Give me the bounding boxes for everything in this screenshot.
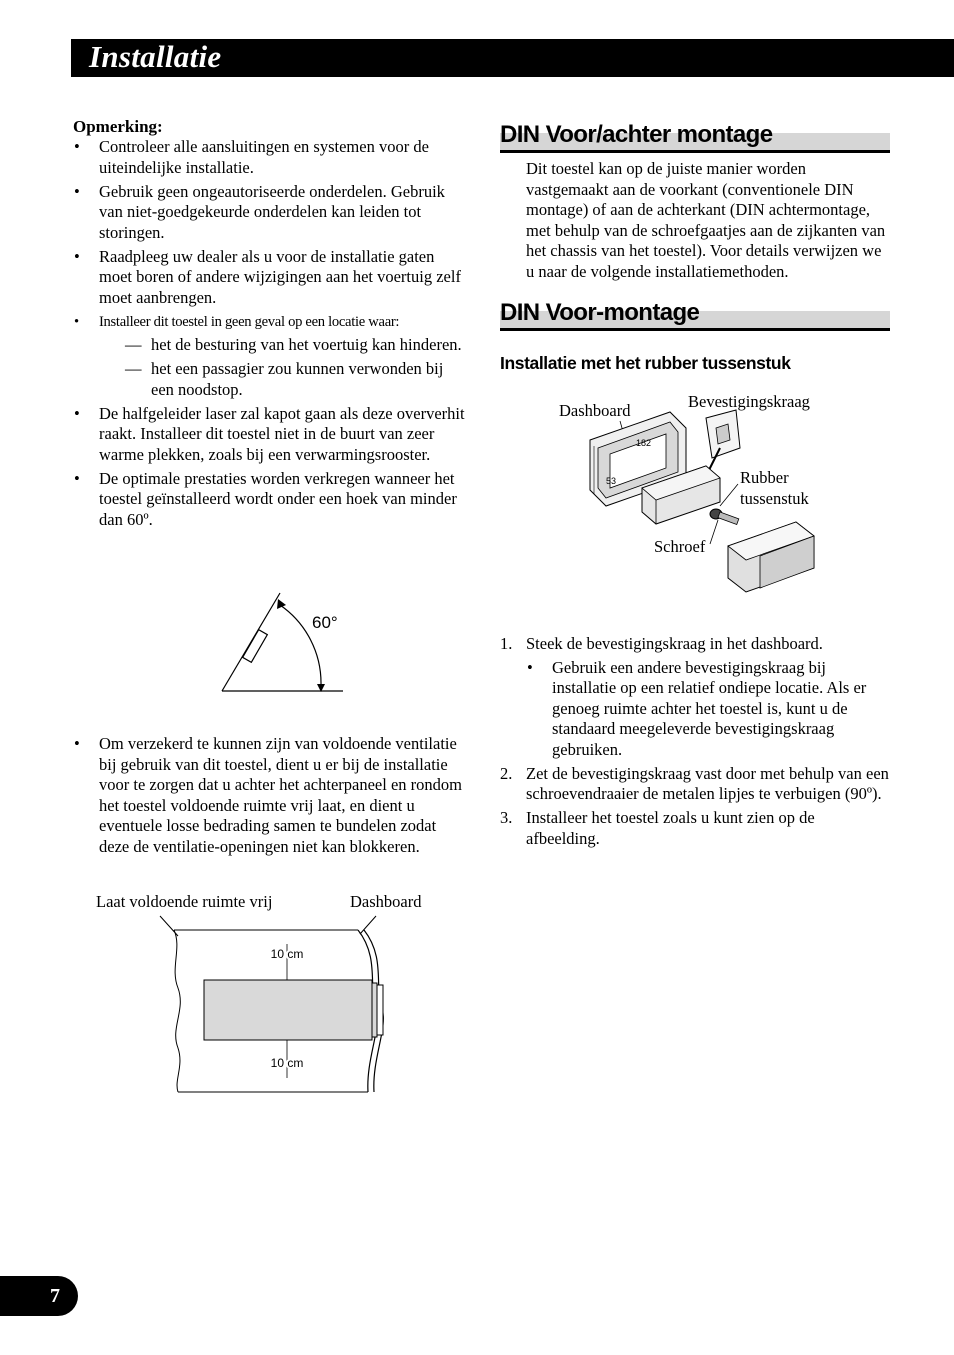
step-text: Zet de bevestigingskraag vast door met behulp van een schroevendraaier de metalen lipjes te verbuigen (90º).	[526, 763, 889, 803]
step-number: 2.	[500, 763, 513, 783]
section-title: DIN Voor-montage	[500, 299, 700, 326]
angle-label: 60°	[312, 613, 338, 632]
list-item: • De optimale prestaties worden verkregen wanneer het toestel geïnstalleerd wordt onder een hoek van minder dan 60º.	[73, 469, 465, 531]
ventilation-drawing	[90, 888, 450, 1098]
ventilation-note	[73, 734, 465, 861]
space-label: Laat voldoende ruimte vrij	[96, 892, 273, 911]
header-bar	[71, 39, 954, 77]
page-number-tab	[0, 1276, 78, 1316]
list-item: • De halfgeleider laser zal kapot gaan als deze oververhit raakt. Installeer dit toestel niet in de buurt van zeer warme plekken, zoals bij een verwarmingsrooster.	[73, 404, 465, 466]
top-gap-label: 10 cm	[270, 947, 304, 961]
collar-label: Bevestigingskraag	[688, 392, 810, 411]
section-paragraph: Dit toestel kan op de juiste manier worden vastgemaakt aan de voorkant (conventionele DIN montage) of aan de achterkant (DIN achtermontage, met behulp van de schroefgaatjes aan de zijkanten van het chassis van het toestel). Voor details verwijzen we u naar de volgende installatiemethoden.	[526, 159, 886, 281]
right-column	[500, 112, 890, 374]
dash-list	[99, 335, 465, 400]
section-heading-din-front-rear	[500, 112, 890, 153]
step-item	[500, 764, 890, 805]
subsection-heading: Installatie met het rubber tussenstuk	[500, 353, 791, 373]
step-item	[500, 634, 890, 760]
page-number: 7	[50, 1285, 60, 1307]
list-item	[73, 312, 465, 401]
list-item-text: Installeer dit toestel in geen geval op een locatie waar:	[99, 313, 400, 330]
installation-diagram	[550, 388, 850, 598]
step-sub-list	[526, 658, 890, 761]
left-column	[73, 117, 465, 534]
dashboard-label: Dashboard	[350, 892, 422, 911]
list-item: • Controleer alle aansluitingen en systemen voor de uiteindelijke installatie.	[73, 137, 465, 178]
bottom-gap-label: 10 cm	[270, 1056, 304, 1070]
step-number: 1.	[500, 634, 513, 653]
note-heading: Opmerking:	[73, 117, 163, 136]
step-text: Installeer het toestel zoals u kunt zien op de afbeelding.	[526, 808, 815, 848]
installation-drawing	[550, 388, 850, 598]
arc-arrowtail	[277, 599, 286, 609]
dimension-182: 182	[636, 438, 652, 448]
dash-item: — het de besturing van het voertuig kan hinderen.	[99, 335, 465, 356]
device-body	[204, 980, 372, 1040]
section-title: DIN Voor/achter montage	[500, 121, 773, 148]
step-item	[500, 808, 890, 849]
step-number: 3.	[500, 808, 513, 827]
rubber-label-line2: tussenstuk	[740, 489, 809, 508]
rubber-label-line1: Rubber	[740, 468, 789, 487]
list-item: • Raadpleeg uw dealer als u voor de installatie gaten moet boren of andere wijzigingen aan het voertuig zelf moet aanbrengen.	[73, 247, 465, 309]
angle-diagram	[210, 585, 360, 705]
ventilation-diagram	[90, 888, 450, 1098]
list-item: • Gebruik een andere bevestigingskraag bij installatie op een relatief ondiepe locatie. Als er genoeg ruimte achter het toestel is, kunt u de standaard meegeleverde bevestigingskraag gebruiken.	[526, 658, 890, 761]
ventilation-list	[73, 734, 465, 857]
step-text: Steek de bevestigingskraag in het dashboard.	[526, 634, 823, 653]
dimension-53: 53	[606, 476, 617, 486]
section-heading-din-front	[500, 290, 890, 331]
screw-label: Schroef	[654, 537, 706, 556]
page-title: Installatie	[89, 39, 222, 74]
list-item: • Om verzekerd te kunnen zijn van voldoende ventilatie bij gebruik van dit toestel, dient u er bij de installatie voor te zorgen dat u achter het achterpaneel en rondom het toestel voldoende ruimte vrij laat, en dient u eventuele losse bedrading samen te bundelen zodat deze de ventilatie-openingen niet kan blokkeren.	[73, 734, 465, 857]
note-list	[73, 137, 465, 530]
dash-item: — het een passagier zou kunnen verwonden bij een noodstop.	[99, 359, 465, 400]
installation-steps	[500, 634, 890, 853]
list-item: • Gebruik geen ongeautoriseerde onderdelen. Gebruik van niet-goedgekeurde onderdelen kan leiden tot storingen.	[73, 182, 465, 244]
dashboard-label: Dashboard	[559, 401, 631, 420]
